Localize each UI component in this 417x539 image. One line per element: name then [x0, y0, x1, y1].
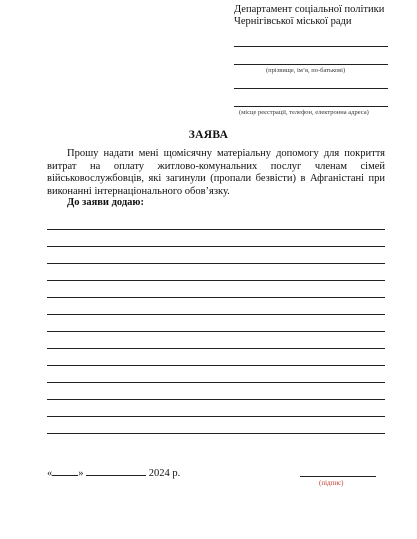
- addressee-line-1: Департамент соціальної політики: [234, 4, 385, 15]
- year-text: 2024 р.: [148, 468, 181, 479]
- addressee: [234, 4, 384, 28]
- name-field-line-2[interactable]: [234, 64, 388, 65]
- month-field[interactable]: [86, 466, 146, 476]
- attachment-line[interactable]: [47, 399, 385, 400]
- date-open-quote: «: [47, 468, 53, 479]
- attachment-line[interactable]: [47, 314, 385, 315]
- attachment-line[interactable]: [47, 433, 385, 434]
- contacts-field-line-2[interactable]: [234, 106, 388, 107]
- attachment-line[interactable]: [47, 365, 385, 366]
- name-field-hint: (прізвище, ім’я, по-батькові): [266, 67, 346, 74]
- date-close-quote: »: [78, 468, 84, 479]
- attachments-label: До заяви додаю:: [67, 197, 144, 208]
- date-row: [47, 466, 180, 479]
- signature-field[interactable]: [300, 476, 376, 477]
- request-text: Прошу надати мені щомісячну матеріальну допомогу для покриття витрат на оплату житлово-комунальних послуг членам сімей військовослужбовців, які загинули (пропали безвісти) в Афганістані при виконанні інтернаціонального обов’язку.: [47, 148, 385, 197]
- attachment-line[interactable]: [47, 416, 385, 417]
- day-field[interactable]: [52, 466, 78, 476]
- name-field-line-1[interactable]: [234, 46, 388, 47]
- attachment-line[interactable]: [47, 229, 385, 230]
- attachment-line[interactable]: [47, 382, 385, 383]
- attachment-line[interactable]: [47, 348, 385, 349]
- attachment-line[interactable]: [47, 246, 385, 247]
- attachment-line[interactable]: [47, 331, 385, 332]
- signature-hint: (підпис): [319, 479, 344, 487]
- addressee-line-2: Чернігівської міської ради: [234, 16, 352, 27]
- document-title: ЗАЯВА: [188, 129, 229, 141]
- attachment-line[interactable]: [47, 263, 385, 264]
- contacts-field-hint: (місце реєстрації, телефон, електронна адреса): [239, 109, 369, 116]
- attachment-line[interactable]: [47, 297, 385, 298]
- attachment-line[interactable]: [47, 280, 385, 281]
- contacts-field-line-1[interactable]: [234, 88, 388, 89]
